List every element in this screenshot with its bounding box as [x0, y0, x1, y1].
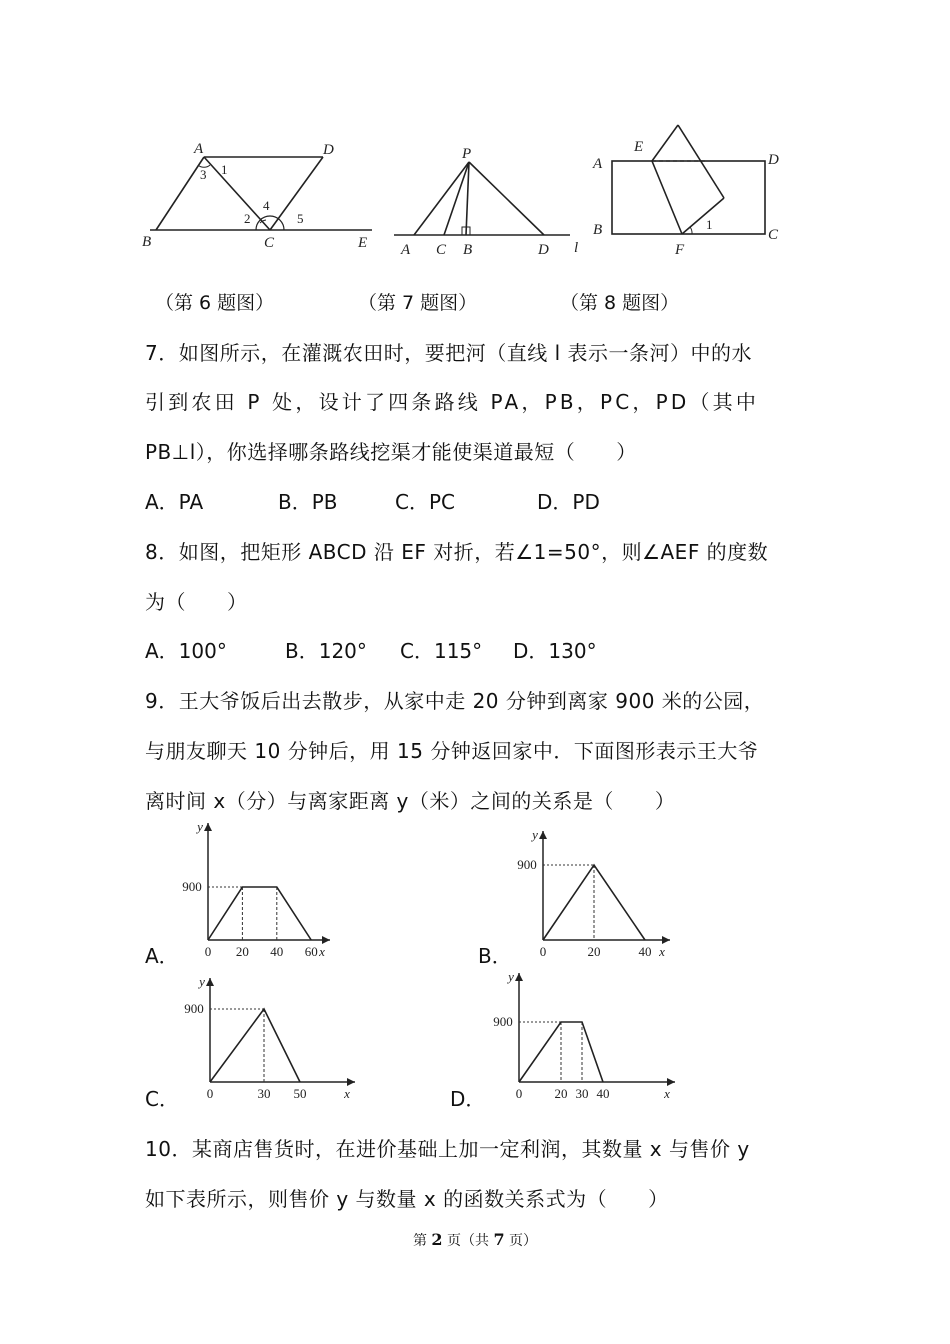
fig6-label-A: A: [194, 141, 204, 157]
figure-8: [590, 118, 790, 263]
chart-b-x-arrow: [662, 936, 670, 944]
q7-line-3: PB⊥l），你选择哪条路线挖渠才能使渠道最短（ ）: [145, 440, 637, 464]
q9-line-2: 与朋友聊天 10 分钟后，用 15 分钟返回家中．下面图形表示王大爷: [145, 739, 759, 763]
chart-c-series-line: [210, 1009, 300, 1082]
figure-7: [392, 140, 592, 265]
chart-a-xtick-40: 40: [270, 944, 284, 959]
fig6-label-E: E: [358, 235, 368, 251]
q9-option-a: A．: [145, 944, 179, 968]
fig8-label-F: F: [675, 242, 685, 258]
footer-mid: 页（共: [447, 1233, 489, 1249]
chart-c: [170, 970, 380, 1110]
chart-c-y-label: y: [199, 974, 205, 989]
fig7-label-B: B: [463, 242, 473, 258]
q8-option-c: C．115°: [400, 639, 483, 663]
chart-c-x-arrow: [347, 1078, 355, 1086]
chart-a-x-label: x: [319, 944, 325, 959]
q9-line-3: 离时间 x（分）与离家距离 y（米）之间的关系是（ ）: [145, 789, 676, 813]
chart-d-y-arrow: [515, 973, 523, 981]
q8-line-2: 为（ ）: [145, 590, 248, 614]
chart-a-xtick-0: 0: [204, 944, 212, 959]
footer-page-number: 2: [431, 1230, 443, 1249]
chart-d-y-label: y: [508, 969, 514, 984]
fig6-label-B: B: [142, 234, 152, 250]
chart-c-y-arrow: [206, 978, 214, 986]
chart-b-y-arrow: [539, 831, 547, 839]
chart-b-xtick-20: 20: [587, 944, 601, 959]
fig6-angle-1: 1: [221, 162, 228, 177]
figure-6: [140, 135, 385, 260]
footer-total-pages: 7: [493, 1230, 505, 1249]
q7-option-a: A．PA: [145, 490, 204, 514]
fig8-label-D: D: [768, 152, 779, 168]
page-footer: [0, 1230, 950, 1250]
chart-b-y-label: y: [532, 827, 538, 842]
q7-option-c: C．PC: [395, 490, 455, 514]
chart-c-ytick-900: 900: [184, 1001, 204, 1016]
chart-a-xtick-20: 20: [235, 944, 249, 959]
q7-line-2: 引到农田 P 处，设计了四条路线 PA，PB，PC，PD（其中: [145, 390, 760, 414]
fig7-label-A: A: [401, 242, 411, 258]
fig6-label-D: D: [323, 142, 334, 158]
chart-b: [505, 826, 695, 966]
chart-a-x-arrow: [322, 936, 330, 944]
chart-d-xtick-20: 20: [554, 1086, 568, 1101]
chart-a-y-arrow: [204, 823, 212, 831]
chart-a: [170, 815, 360, 965]
chart-c-xtick-30: 30: [257, 1086, 271, 1101]
chart-a-xtick-60: 60: [304, 944, 318, 959]
chart-c-xtick-0: 0: [206, 1086, 214, 1101]
q9-option-c: C．: [145, 1087, 179, 1111]
fig6-angle-4: 4: [263, 198, 270, 213]
fig8-angle-1: 1: [706, 217, 713, 232]
fig6-angle-3: 3: [200, 167, 207, 182]
chart-d-xtick-0: 0: [515, 1086, 523, 1101]
q7-line-1: 7．如图所示，在灌溉农田时，要把河（直线 l 表示一条河）中的水: [145, 341, 752, 365]
chart-c-x-label: x: [344, 1086, 350, 1101]
fig6-angle-5: 5: [297, 211, 304, 226]
chart-d-xtick-40: 40: [596, 1086, 610, 1101]
q7-option-b: B．PB: [278, 490, 338, 514]
chart-d-x-label: x: [664, 1086, 670, 1101]
q10-line-1: 10．某商店售货时，在进价基础上加一定利润，其数量 x 与售价 y: [145, 1137, 750, 1161]
q8-line-1: 8．如图，把矩形 ABCD 沿 EF 对折，若∠1=50°，则∠AEF 的度数: [145, 540, 769, 564]
footer-suffix: 页）: [509, 1233, 538, 1249]
chart-d: [475, 965, 690, 1110]
fig8-label-A: A: [593, 156, 603, 172]
q9-option-d: D．: [450, 1087, 486, 1111]
chart-b-ytick-900: 900: [517, 857, 537, 872]
fig8-label-B: B: [593, 222, 603, 238]
chart-b-xtick-0: 0: [539, 944, 547, 959]
fig8-label-C: C: [768, 227, 779, 243]
chart-d-x-arrow: [667, 1078, 675, 1086]
fig8-caption: （第 8 题图）: [560, 292, 680, 314]
q9-line-1: 9．王大爷饭后出去散步，从家中走 20 分钟到离家 900 米的公园，: [145, 689, 765, 713]
chart-b-xtick-40: 40: [638, 944, 652, 959]
chart-d-xtick-30: 30: [575, 1086, 589, 1101]
footer-prefix: 第: [412, 1233, 427, 1249]
chart-b-x-label: x: [659, 944, 665, 959]
fig7-label-C: C: [436, 242, 447, 258]
chart-a-ytick-900: 900: [182, 879, 202, 894]
fig7-caption: （第 7 题图）: [358, 292, 478, 314]
q10-line-2: 如下表所示，则售价 y 与数量 x 的函数关系式为（ ）: [145, 1187, 669, 1211]
q9-option-b: B．: [478, 944, 512, 968]
chart-a-series-line: [208, 887, 311, 940]
fig8-label-E: E: [634, 139, 644, 155]
fig7-label-D: D: [538, 242, 549, 258]
chart-a-y-label: y: [197, 819, 203, 834]
fig7-label-P: P: [462, 146, 472, 162]
fig6-label-C: C: [264, 235, 275, 251]
chart-c-xtick-50: 50: [293, 1086, 307, 1101]
q8-option-a: A．100°: [145, 639, 227, 663]
fig7-label-l: l: [574, 240, 579, 256]
q7-option-d: D．PD: [537, 490, 600, 514]
q8-option-d: D．130°: [513, 639, 597, 663]
fig6-angle-2: 2: [244, 211, 251, 226]
chart-d-ytick-900: 900: [493, 1014, 513, 1029]
fig6-caption: （第 6 题图）: [155, 292, 275, 314]
q8-option-b: B．120°: [285, 639, 367, 663]
